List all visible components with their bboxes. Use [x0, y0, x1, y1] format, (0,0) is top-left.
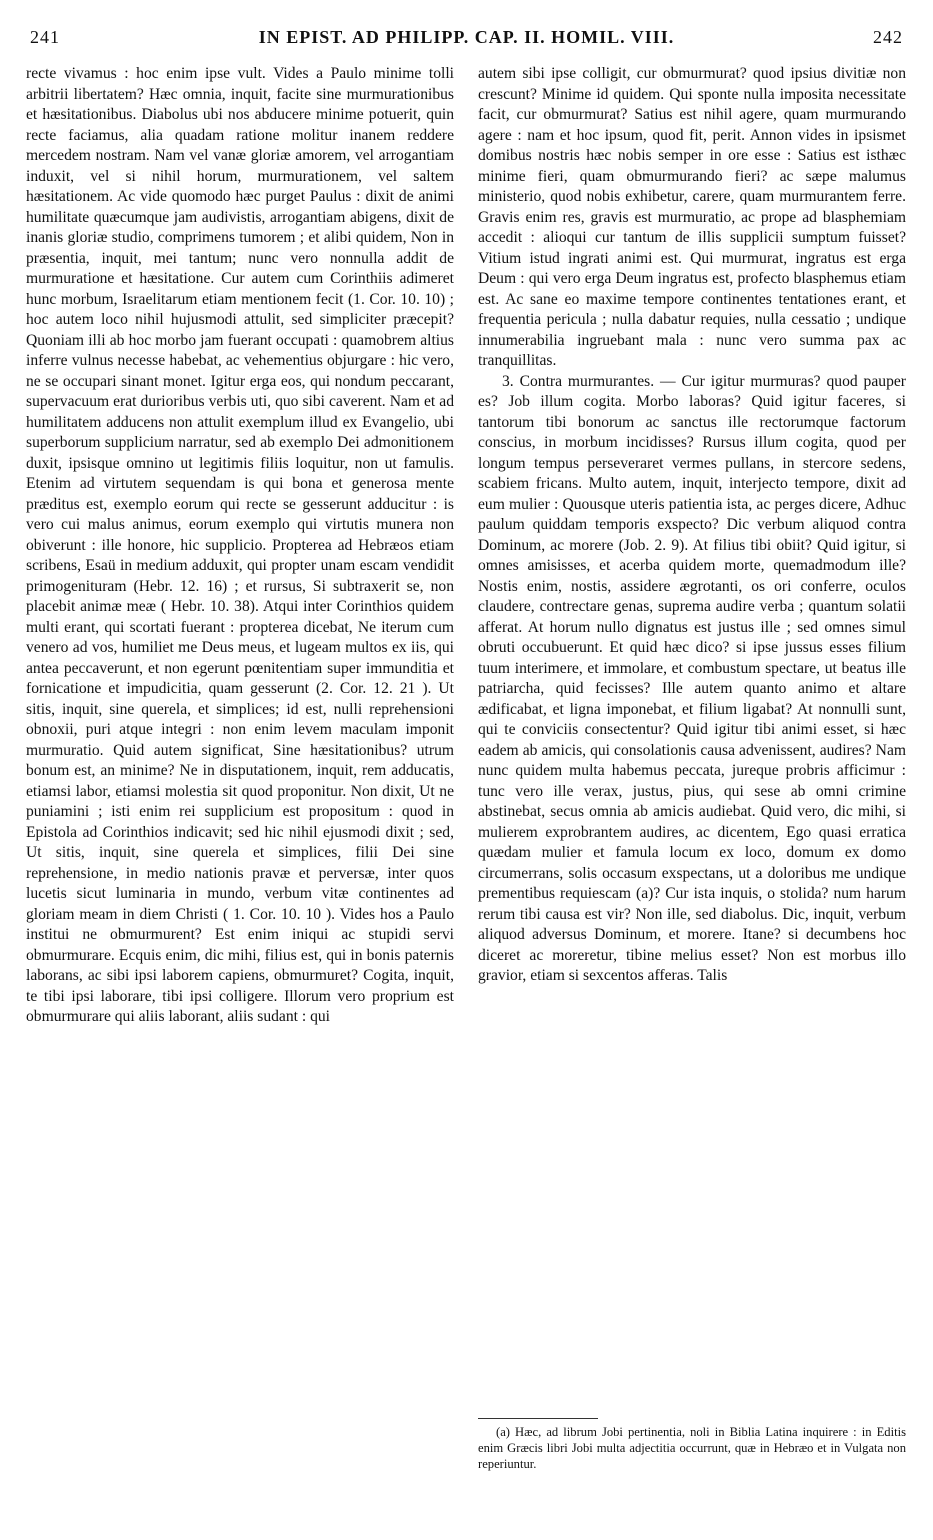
left-paragraph-1: recte vivamus : hoc enim ipse vult. Vides a Paulo minime tolli arbitrii libertatem? Hæc omnia, inquit, facite sine murmurationibus et hæsitationibus. Diabolus ubi nos abducere minime potuerit, quin recte faciamus, alia quadam ratione molitur inanem reddere mercedem nostram. Nam vel vanæ gloriæ amorem, vel arrogantiam induxit, vel si nihil horum, murmurationem, vel saltem hæsitationem. Ac vide quomodo hæc purget Paulus : dixit de animi humilitate quæcumque jam audivistis, arrogantiam abigens, dixit de inanis gloriæ studio, comprimens tumorem ; et alibi quidem, Non in præsentia, inquit, mei tantum; nunc vero nonnulla addit de murmuratione et hæsitatione. Cur autem cum Corinthiis adimeret hunc morbum, Israelitarum etiam mentionem fecit (1. Cor. 10. 10) ; hoc autem loco nihil hujusmodi attulit, sed simpliciter præcepit? Quoniam illi ab hoc morbo jam fuerant occupati : quamobrem altius inferre vulnus necesse habebat, ac vehementius objurgare : hic vero, ne se occupari sinant monet. Igitur erga eos, qui nondum peccarant, supervacuum erat durioribus verbis uti, quo sibi caverent. Nam et ad humilitatem adducens non attulit exemplum illud ex Evangelio, ubi superborum supplicium narratur, sed ab exemplo Dei admonitionem duxit, ipsisque omnino ut legitimis filiis loquitur, non ut famulis. Etenim ad virtutem sequendam is qui bona et generosa mente præditus est, exemplo eorum qui recte se gesserunt adducitur : is vero cui malus animus, eorum exemplo qui virtutis munera non obiverunt : ille honore, hic supplicio. Propterea ad Hebræos etiam scribens, Esaü in medium adduxit, qui propter unam escam vendidit primogenituram (Hebr. 12. 16) ; et rursus, Si subtraxerit se, non placebit animæ meæ ( Hebr. 10. 38). Atqui inter Corinthios quidem multi erant, qui scortati fuerant : propterea dicebat, Ne iterum cum venero ad vos, humiliet me Deus meus, et lugeam multos ex iis, qui antea peccaverunt, et non egerunt pœnitentiam super immunditia et fornicatione et impudicitia, quam gesserunt (2. Cor. 12. 21 ). Ut sitis, inquit, sine querela, et simplices; id est, nulli reprehensioni obnoxii, puri atque integri : non enim levem maculam imponit murmuratio. Quid autem significat, Sine hæsitationibus? utrum bonum est, an minime? Ne in disputationem, inquit, rem adducatis, etiamsi labor, etiamsi molestia sit quod proponitur. Non dixit, Ut ne puniamini ; isti enim rei supplicium est propositum : quod in Epistola ad Corinthios indicavit; sed hic nihil ejusmodi dixit ; sed, Ut sitis, inquit, sine querela et simplices, filii Dei sine reprehensione, in medio nationis pravæ et perversæ, inter quos lucetis sicut luminaria in mundo, verbum vitæ continentes ad gloriam meam in diem Christi ( 1. Cor. 10. 10 ). Vides hos a Paulo institui ne obmurmurent? Est enim iniqui ac stupidi servi obmurmurare. Ecquis enim, dic mihi, filius est, qui in bonis paternis laborans, ac sibi ipsi laborem capiens, obmurmuret? Cogita, inquit, te tibi ipsi laborare, tibi ipsi colligere. Illorum vero proprium est obmurmurare qui aliis laborant, aliis sudant : qui	[26, 65, 454, 1025]
left-column	[26, 64, 454, 1028]
running-header	[30, 22, 903, 52]
right-paragraph-1: autem sibi ipse colligit, cur obmurmurat? quod ipsius divitiæ non crescunt? Minime id quidem. Qui sponte nulla imposita necessitate facit, cur obmurmurat? Satius est nihil agere, quam murmurando agere : nam et hoc ipsum, quod fit, perit. Annon vides in ipsismet domibus nostris hæc nobis semper in ore esse : Satius est isthæc minime fieri, quam obmurmurando fieri? ac sæpe malumus ministerio, quod nobis exhibetur, carere, quam murmurantem ferre. Gravis enim res, gravis est murmuratio, ac prope ad blasphemiam accedit : alioqui cur tantum de illis supplicii sumptum fuisset? Vitium istud ingrati animi est. Qui murmurat, ingratus est erga Deum : qui vero erga Deum ingratus est, profecto blasphemus etiam est. Ac sane eo maxime tempore continentes tentationes erant, et frequentia pericula ; nulla dabatur requies, nulla cessatio ; undique innumerabilia ingruebant mala : nunc vero summa pax ac tranquillitas.	[478, 65, 906, 369]
footnote: (a) Hæc, ad librum Jobi pertinentia, noli in Biblia Latina inquirere : in Editis enim Græcis libri Jobi multa adjectitia occurrunt, quæ in Hebræo et in Vulgata non reperiuntur.	[478, 1425, 906, 1471]
footnote-divider	[478, 1418, 598, 1419]
right-page-number: 242	[873, 26, 903, 47]
right-paragraph-2: 3. Contra murmurantes. — Cur igitur murmuras? quod pauper es? Job illum cogita. Morbo laboras? Quid igitur faceres, si tantorum tibi bonorum ac sanctus ille rectorumque factorum conscius, in morbum incidisses? Rursus illum cogita, quod per longum tempus perseveraret vermes pullans, in stercore sedens, scabiem fricans. Multo autem, inquit, interjecto tempore, dixit ad eum mulier : Quousque uteris patientia ista, ac perges dicere, Adhuc paulum quiddam temporis exspecto? Dic verbum aliquod contra Dominum, ac morere (Job. 2. 9). At filius tibi obiit? Quid igitur, si omnes amisisses, et acerba quidem morte, quemadmodum ille? Nostis enim, nostis, assidere ægrotanti, os ori conferre, oculos claudere, contrectare genas, suprema audire verba ; quantum solatii afferat. At horum nullo dignatus est justus ille ; sed omnes simul obruti occubuerunt. Et quid hæc dico? si ipse jussus esses filium tuum interimere, et immolare, et combustum spectare, ut beatus ille patriarcha, quid fecisses? Ille autem quanto animo et altare ædificabat, et ligna imponebat, et filium ligabat? At nonnulli sunt, qui te conviciis consectentur? Quid igitur tibi animi esset, si hæc eadem ab amicis, qui consolationis causa advenissent, audires? Nam nunc quidem multa habemus peccata, jureque probris afficimur : tunc vero ille verax, justus, pius, qui sese ab omni crimine abstinebat, secus omnia ab amicis audiebat. Quid vero, dic mihi, si mulierem exprobrantem audires, ac dicentem, Ego quasi erratica quædam mulier et famula locum ex loco, domum ex domo circumerrans, solis occasum exspectans, ut a doloribus me undique prementibus requiescam (a)? Cur ista inquis, o stolida? num harum rerum tibi causa est vir? Non ille, sed diabolus. Dic, inquit, verbum aliquod adversus Dominum, et morere. Itane? si decumbens hoc diceret ac moreretur, tibine melius esset? Non est morbus illo gravior, etiam si sexcentos afferas. Talis	[478, 372, 906, 984]
right-column	[478, 64, 906, 987]
left-page-number: 241	[30, 26, 60, 47]
running-title: IN EPIST. AD PHILIPP. CAP. II. HOMIL. VIII.	[258, 26, 675, 47]
